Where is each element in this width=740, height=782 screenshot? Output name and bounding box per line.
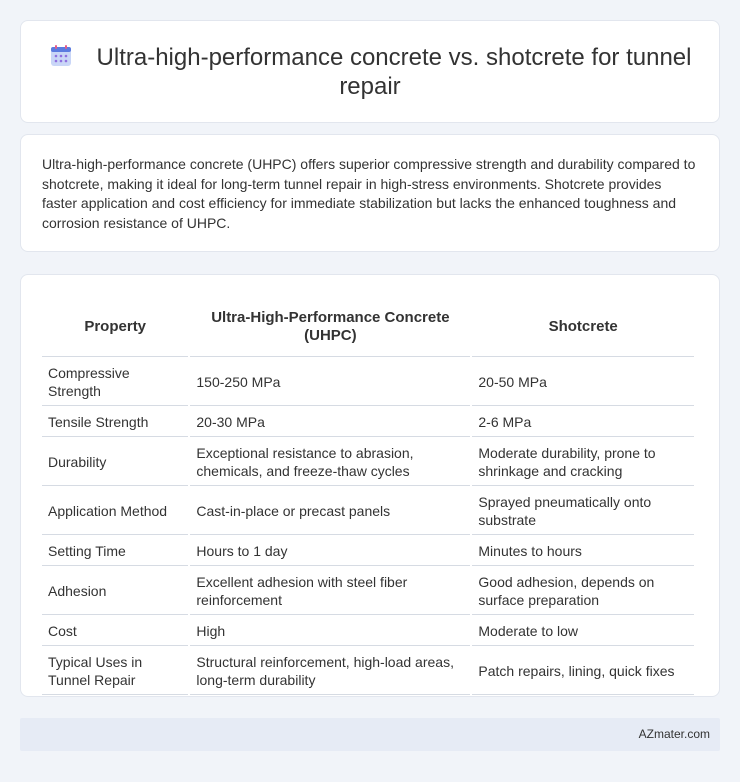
row-property: Adhesion	[42, 568, 188, 615]
summary-card	[20, 134, 720, 252]
row-uhpc-value: Excellent adhesion with steel fiber reinforcement	[190, 568, 470, 615]
row-uhpc-value: Cast-in-place or precast panels	[190, 488, 470, 535]
row-uhpc-value: 150-250 MPa	[190, 359, 470, 406]
row-uhpc-value: Structural reinforcement, high-load areas, long-term durability	[190, 648, 470, 695]
row-property: Application Method	[42, 488, 188, 535]
row-uhpc-value: Exceptional resistance to abrasion, chemicals, and freeze-thaw cycles	[190, 439, 470, 486]
row-shotcrete-value: Good adhesion, depends on surface preparation	[472, 568, 694, 615]
table-row	[42, 617, 694, 646]
row-uhpc-value: High	[190, 617, 470, 646]
row-uhpc-value: 20-30 MPa	[190, 408, 470, 437]
comparison-table	[40, 295, 696, 697]
row-shotcrete-value: Minutes to hours	[472, 537, 694, 566]
column-header-shotcrete: Shotcrete	[472, 297, 694, 357]
table-row	[42, 488, 694, 535]
table-row	[42, 648, 694, 695]
title-card	[20, 20, 720, 123]
column-header-uhpc: Ultra-High-Performance Concrete (UHPC)	[190, 297, 470, 357]
table-row	[42, 537, 694, 566]
comparison-table-card	[20, 274, 720, 697]
row-shotcrete-value: Moderate durability, prone to shrinkage and cracking	[472, 439, 694, 486]
table-row	[42, 408, 694, 437]
row-shotcrete-value: Moderate to low	[472, 617, 694, 646]
row-uhpc-value: Hours to 1 day	[190, 537, 470, 566]
row-shotcrete-value: 2-6 MPa	[472, 408, 694, 437]
footer-site-name: AZmater.com	[638, 727, 710, 741]
column-header-property: Property	[42, 297, 188, 357]
page-title-text: Ultra-high-performance concrete vs. shotcrete for tunnel repair	[96, 43, 692, 100]
table-row	[42, 439, 694, 486]
row-shotcrete-value: Sprayed pneumatically onto substrate	[472, 488, 694, 535]
table-row	[42, 359, 694, 406]
footer-bar	[20, 718, 720, 751]
calendar-icon	[49, 44, 73, 68]
row-property: Cost	[42, 617, 188, 646]
row-property: Tensile Strength	[42, 408, 188, 437]
row-property: Durability	[42, 439, 188, 486]
row-shotcrete-value: Patch repairs, lining, quick fixes	[472, 648, 694, 695]
row-property: Typical Uses in Tunnel Repair	[42, 648, 188, 695]
table-header-row	[42, 297, 694, 357]
table-row	[42, 568, 694, 615]
summary-paragraph: Ultra-high-performance concrete (UHPC) offers superior compressive strength and durability compared to shotcrete, making it ideal for long-term tunnel repair in high-stress environments. Shotcrete provides faster application and cost efficiency for immediate stabilization but lacks the enhanced toughness and corrosion resistance of UHPC.	[42, 156, 696, 231]
row-property: Compressive Strength	[42, 359, 188, 406]
row-property: Setting Time	[42, 537, 188, 566]
row-shotcrete-value: 20-50 MPa	[472, 359, 694, 406]
page-title	[45, 43, 695, 101]
